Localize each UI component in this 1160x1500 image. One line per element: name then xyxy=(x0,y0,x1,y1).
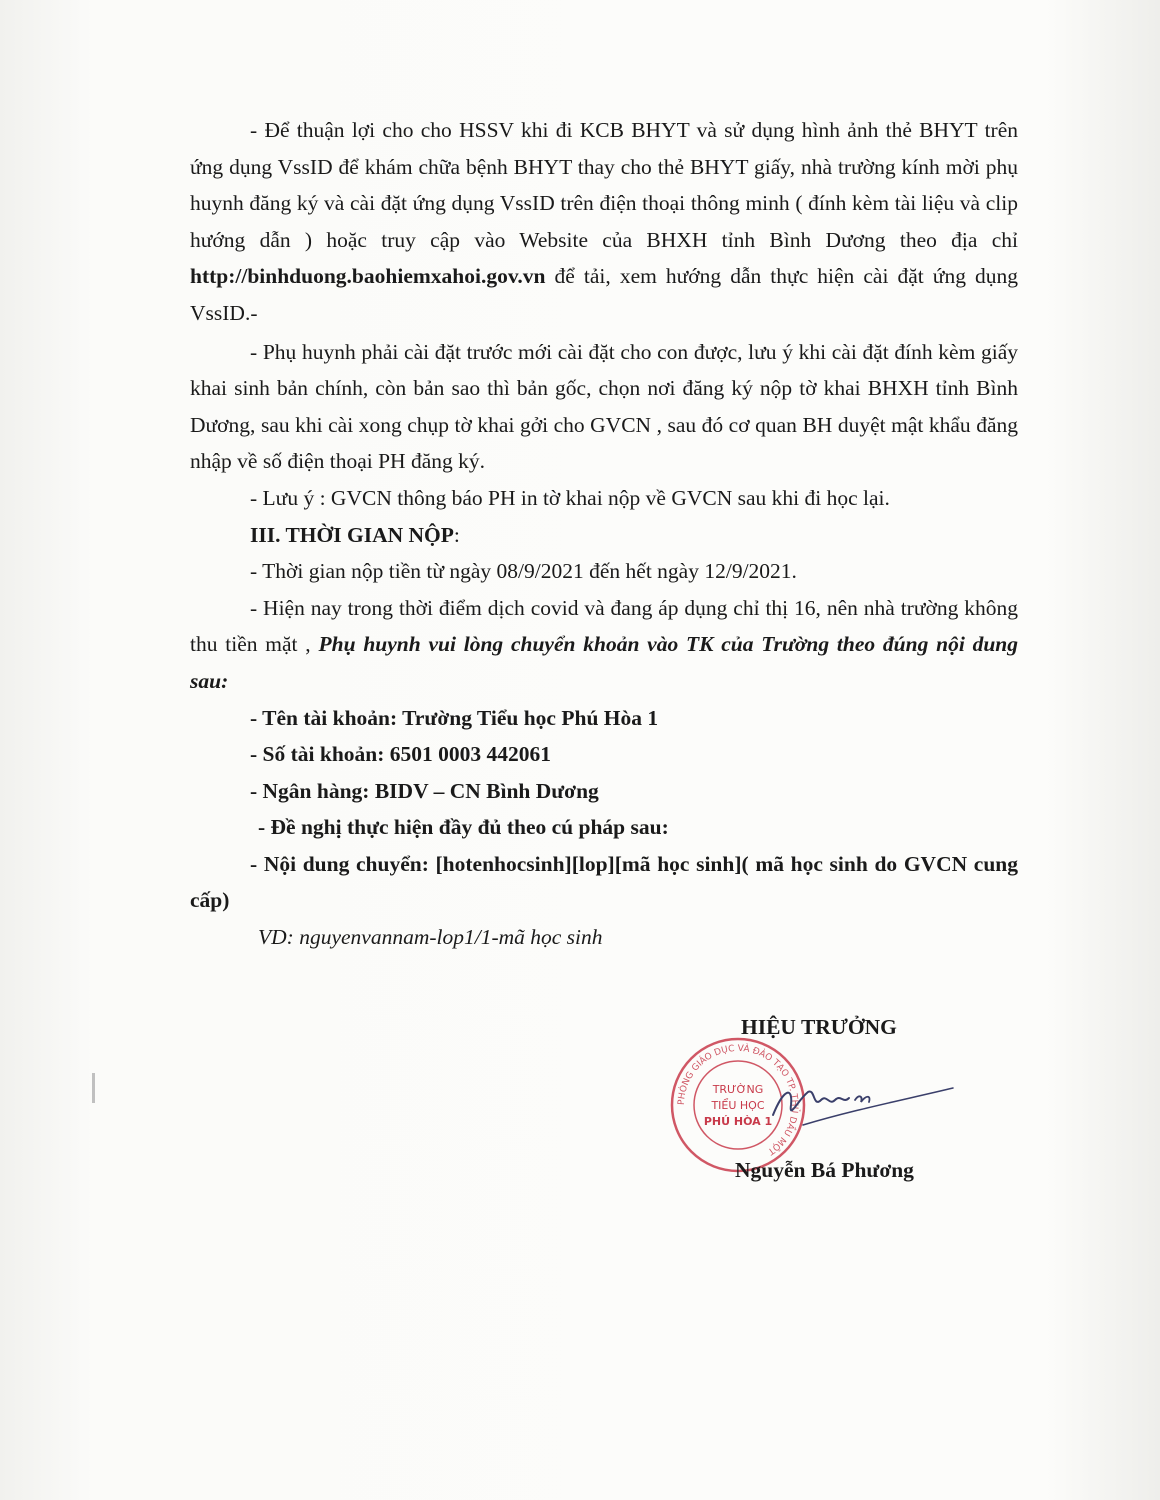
svg-text:TRƯỜNG: TRƯỜNG xyxy=(712,1083,764,1096)
account-name: - Tên tài khoản: Trường Tiểu học Phú Hòa 1 xyxy=(250,705,659,730)
document-body xyxy=(190,112,1018,956)
section-heading-deadline: III. THỜI GIAN NỘP: xyxy=(250,522,460,547)
svg-text:PHÒNG GIÁO DỤC VÀ ĐÀO TẠO TP.: PHÒNG GIÁO DỤC VÀ ĐÀO TẠO TP. THỦ DẦU MỘT xyxy=(676,1043,800,1157)
signer-name: Nguyễn Bá Phương xyxy=(735,1158,914,1182)
paragraph-note: - Lưu ý : GVCN thông báo PH in tờ khai nộp về GVCN sau khi đi học lại. xyxy=(250,485,890,510)
bank-name: - Ngân hàng: BIDV – CN Bình Dương xyxy=(250,778,599,803)
deadline-line: - Thời gian nộp tiền từ ngày 08/9/2021 đến hết ngày 12/9/2021. xyxy=(250,559,797,584)
website-url[interactable]: http://binhduong.baohiemxahoi.gov.vn xyxy=(190,264,546,289)
payment-instruction: - Hiện nay trong thời điểm dịch covid và đang áp dụng chỉ thị 16, nên nhà trường không thu tiền mặt , Phụ huynh vui lòng chuyển khoản vào TK của Trường theo đúng nội dung sau: xyxy=(190,595,1019,693)
account-number: - Số tài khoản: 6501 0003 442061 xyxy=(250,742,552,767)
paragraph-install: - Phụ huynh phải cài đặt trước mới cài đặt cho con được, lưu ý khi cài đặt đính kèm giấy khai sinh bản chính, còn bản sao thì bản gốc, chọn nơi đăng ký nộp tờ khai BHXH tỉnh Bình Dương, sau khi cài xong chụp tờ khai gởi cho GVCN , sau đó cơ quan BH duyệt mật khẩu đăng nhập về số điện thoại PH đăng ký. xyxy=(190,339,1018,474)
svg-text:TIỂU HỌC: TIỂU HỌC xyxy=(711,1099,765,1112)
transfer-content: - Nội dung chuyển: [hotenhocsinh][lop][mã học sinh]( mã học sinh do GVCN cung cấp) xyxy=(190,851,1018,913)
svg-text:PHÚ HÒA 1: PHÚ HÒA 1 xyxy=(703,1115,773,1128)
signature-title: HIỆU TRƯỞNG xyxy=(741,1015,897,1039)
syntax-note: - Đề nghị thực hiện đầy đủ theo cú pháp sau: xyxy=(258,815,669,840)
scan-mark xyxy=(92,1073,95,1103)
transfer-example: VD: nguyenvannam-lop1/1-mã học sinh xyxy=(258,925,603,950)
signature-block xyxy=(668,1015,988,1215)
handwritten-signature-icon xyxy=(763,1070,963,1140)
paragraph-vssid: - Để thuận lợi cho cho HSSV khi đi KCB BHYT và sử dụng hình ảnh thẻ BHYT trên ứng dụng VssID để khám chữa bệnh BHYT thay cho thẻ BHYT giấy, nhà trường kính mời phụ huynh đăng ký và cài đặt ứng dụng VssID trên điện thoại thông minh ( đính kèm tài liệu và clip hướng dẫn ) hoặc truy cập vào Website của BHXH tỉnh Bình Dương theo địa chỉ http://binhduong.baohiemxahoi.gov.vn để tải, xem hướng dẫn thực hiện cài đặt ứng dụng VssID.- xyxy=(190,118,1019,325)
